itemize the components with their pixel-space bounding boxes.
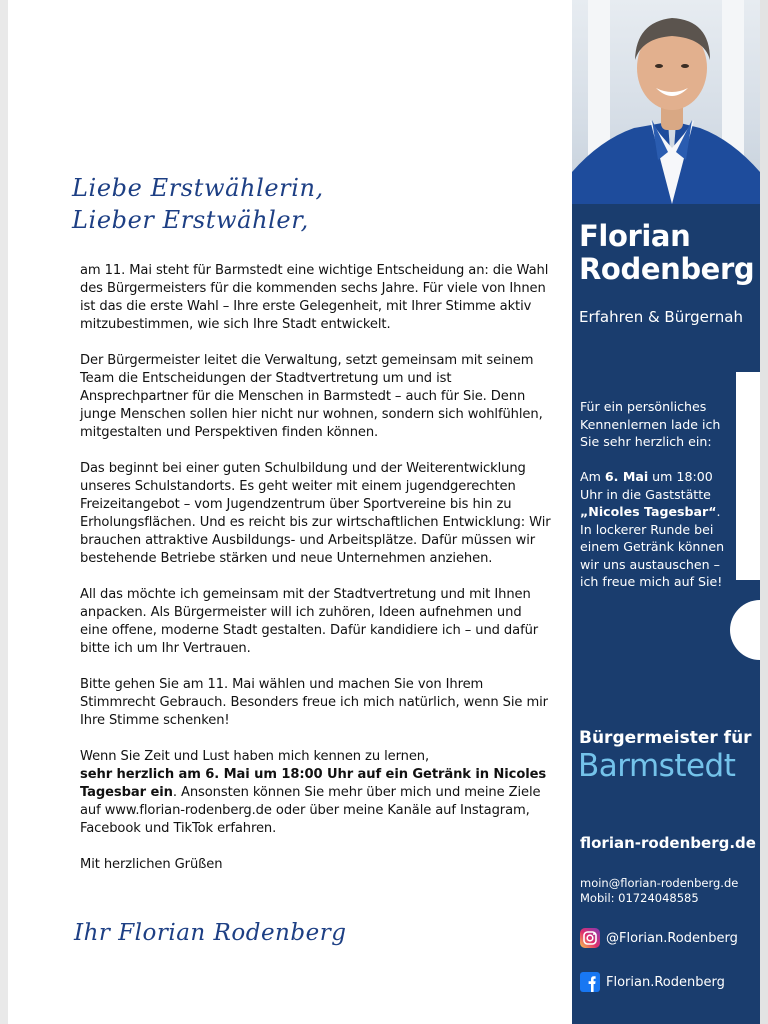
candidate-portrait <box>572 0 760 204</box>
invitation-date: 6. Mai <box>604 469 649 484</box>
portrait-figure <box>572 0 760 204</box>
invitation-details <box>580 468 728 591</box>
instagram-link[interactable] <box>580 928 738 948</box>
signature: Ihr Florian Rodenberg <box>74 920 347 946</box>
contact-details <box>580 876 738 906</box>
exclamation-mark-dot <box>730 600 760 660</box>
letter-paragraph: Der Bürgermeister leitet die Verwaltung, setzt gemeinsam mit seinem Team die Entscheidungen der Stadtvertretung um und ist Ansprechpartner für die Menschen in Barmstedt – auch für Sie. Denn junge Menschen sollen hier nicht nur wohnen, sondern sich wohlfühlen, mitgestalten und Perspektiven finden können. <box>80 353 543 440</box>
instagram-icon <box>580 928 600 948</box>
candidate-tagline: Erfahren & Bürgernah <box>579 308 743 326</box>
exclamation-mark-bar <box>736 372 760 580</box>
invitation-text: um 18:00 Uhr in die Gaststätte <box>580 469 713 502</box>
email-link[interactable]: moin@florian-rodenberg.de <box>580 876 739 890</box>
invitation-text: . In lockerer Runde bei einem Getränk können wir uns austauschen – ich freue mich auf Sie! <box>580 504 725 589</box>
letter-paragraph: am 11. Mai steht für Barmstedt eine wichtige Entscheidung an: die Wahl des Bürgermeisters für die kommenden sechs Jahre. Für viele von Ihnen ist das die erste Wahl – Ihre erste Gelegenheit, mit Ihrer Stimme aktiv mitzubestimmen, wie sich Ihre Stadt entwickelt. <box>80 263 549 332</box>
letter-paragraph: Das beginnt bei einer guten Schulbildung und der Weiterentwicklung unseres Schulstandorts. Es geht weiter mit einem jugendgerechten Freizeitangebot – vom Jugendzentrum über Sportvereine bis hin zu Erholungsflächen. Und es reicht bis zur wirtschaftlichen Entwicklung: Wir brauchen attraktive Ausbildungs- und Arbeitsplätze. Dafür müssen wir bestehende Betriebe stärken und neue Unternehmen anziehen. <box>80 461 551 566</box>
letter-greeting <box>72 172 324 236</box>
website-link[interactable]: florian-rodenberg.de <box>580 834 756 852</box>
letter-paragraph-invitation <box>80 748 552 838</box>
mayor-label: Bürgermeister für <box>579 728 752 748</box>
facebook-link[interactable] <box>580 972 725 992</box>
invitation-venue: „Nicoles Tagesbar“ <box>580 504 717 519</box>
facebook-icon <box>580 972 600 992</box>
invitation-box <box>580 398 728 608</box>
invitation-intro: Wenn Sie Zeit und Lust haben mich kennen zu lernen, <box>80 749 430 764</box>
letter-sheet <box>8 0 572 1024</box>
invitation-text: Am <box>580 469 605 484</box>
letter-body <box>80 262 552 892</box>
candidate-last-name: Rodenberg <box>579 252 755 286</box>
candidate-first-name: Florian <box>579 219 691 253</box>
phone-number: Mobil: 01724048585 <box>580 891 699 905</box>
invitation-highlight: sehr herzlich am 6. Mai um 18:00 Uhr auf ein Getränk in Nicoles Tagesbar ein <box>80 767 547 800</box>
greeting-line-1: Liebe Erstwählerin, <box>72 174 324 202</box>
letter-paragraph: All das möchte ich gemeinsam mit der Stadtvertretung und mit Ihnen anpacken. Als Bürgermeister will ich zuhören, Ideen aufnehmen und eine offene, moderne Stadt gestalten. Dafür kandidiere ich – und dafür bitte ich um Ihr Vertrauen. <box>80 587 539 656</box>
city-name: Barmstedt <box>578 748 736 784</box>
letter-paragraph: Bitte gehen Sie am 11. Mai wählen und machen Sie von Ihrem Stimmrecht Gebrauch. Besonders freue ich mich natürlich, wenn Sie mir Ihre Stimme schenken! <box>80 677 548 728</box>
invitation-heading: Für ein persönliches Kennenlernen lade ich Sie sehr herzlich ein: <box>580 399 721 449</box>
instagram-handle: @Florian.Rodenberg <box>606 930 738 946</box>
greeting-line-2: Lieber Erstwähler, <box>72 206 309 234</box>
letter-closing: Mit herzlichen Grüßen <box>80 857 223 872</box>
candidate-sidebar <box>572 0 760 1024</box>
page-edge <box>760 0 768 1024</box>
candidate-name <box>579 220 754 286</box>
invitation-rest: . Ansonsten können Sie mehr über mich und meine Ziele auf www.florian-rodenberg.de oder über meine Kanäle auf Instagram, Facebook und TikTok erfahren. <box>80 785 541 836</box>
facebook-handle: Florian.Rodenberg <box>606 974 725 990</box>
